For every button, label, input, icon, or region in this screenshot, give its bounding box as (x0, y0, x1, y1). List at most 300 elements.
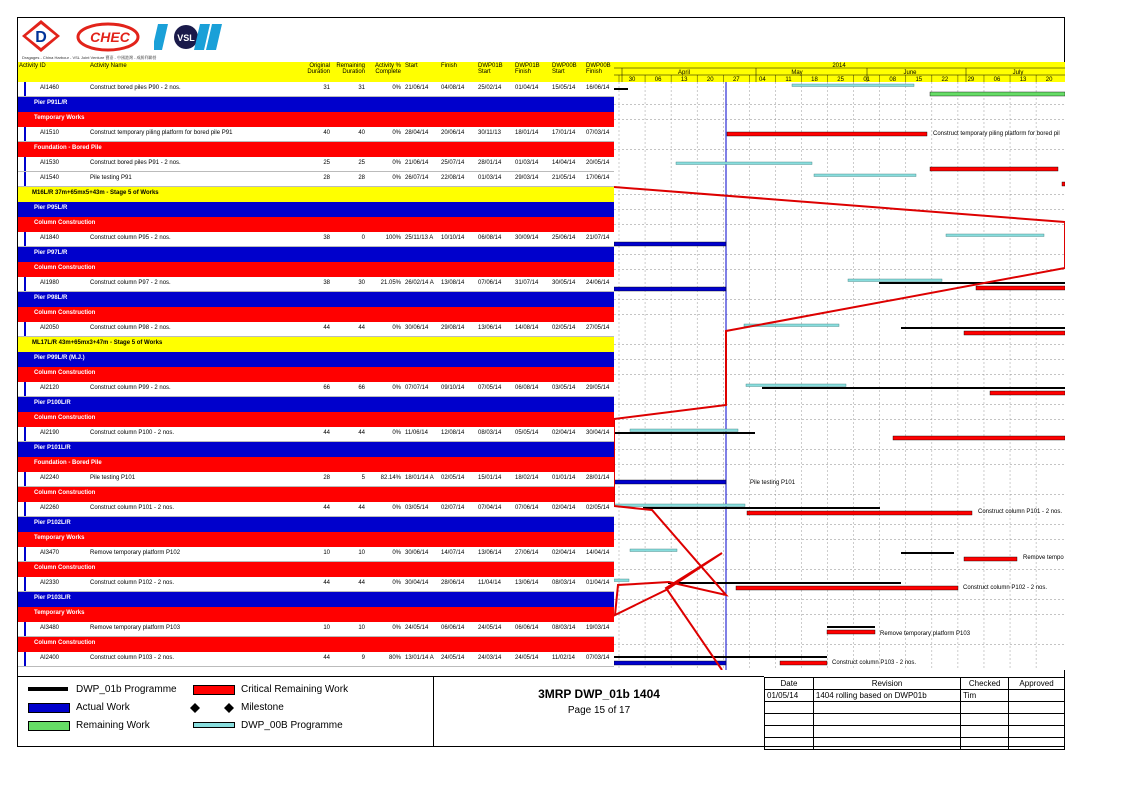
row-indent-bar (24, 547, 26, 561)
timescale-month: May (791, 70, 803, 76)
activity-name: Remove temporary platform P103 (90, 625, 181, 631)
finish-date: 12/08/14 (441, 430, 465, 436)
activity-name: Construct column P103 - 2 nos. (90, 655, 175, 661)
wbs-work-row[interactable] (18, 457, 614, 472)
wbs-label: M16L/R 37m+65mx5+43m - Stage 5 of Works (32, 190, 159, 196)
gantt-bar-label: Pile testing P101 (750, 480, 796, 486)
legend-dwp00b: DWP_00B Programme (241, 720, 343, 731)
rev-approved (1009, 702, 1065, 714)
col-original-duration[interactable]: Original Duration (307, 63, 330, 75)
dwp00b-finish: 16/06/14 (586, 85, 610, 91)
gantt-bar-critical (727, 132, 927, 136)
original-duration: 10 (323, 625, 330, 631)
dwp01b-start: 08/03/14 (478, 430, 502, 436)
activity-row[interactable] (18, 577, 614, 592)
remaining-duration: 31 (358, 85, 365, 91)
remaining-duration: 28 (358, 175, 365, 181)
dwp00b-start: 14/04/14 (552, 160, 576, 166)
wbs-label: Pier P102L/R (34, 520, 71, 526)
activity-name: Construct column P97 - 2 nos. (90, 280, 171, 286)
col-start[interactable]: Start (405, 63, 418, 69)
timescale-week: 13 (1019, 77, 1027, 83)
gantt-bar-black (643, 507, 880, 509)
timescale-week: 06 (654, 77, 662, 83)
activity-row[interactable] (18, 502, 614, 517)
rev-date (765, 702, 814, 714)
gantt-bar-critical (827, 630, 875, 634)
remaining-duration: 25 (358, 160, 365, 166)
gantt-bar-label: Construct temporary piling platform for bored pil (933, 131, 1060, 137)
activity-name: Construct column P100 - 2 nos. (90, 430, 175, 436)
activity-row[interactable] (18, 622, 614, 637)
dwp01b-start: 30/11/13 (478, 130, 501, 136)
svg-text:D: D (35, 29, 47, 46)
wbs-pier-row[interactable] (18, 352, 614, 367)
start-date: 30/04/14 (405, 580, 429, 586)
legend-swatch-dwp00b (193, 722, 235, 728)
gantt-bar-dwp00b (614, 579, 629, 582)
wbs-work-row[interactable] (18, 217, 614, 232)
gantt-bar-dwp00b (630, 549, 677, 552)
gantt-bar-black (901, 552, 954, 554)
wbs-label: Column Construction (34, 640, 96, 646)
wbs-section-row[interactable] (18, 187, 614, 202)
finish-date: 25/07/14 (441, 160, 465, 166)
gantt-bar-remaining (930, 92, 1065, 96)
remaining-duration: 44 (358, 580, 365, 586)
gantt-bar-dwp00b (614, 504, 745, 507)
start-date: 28/04/14 (405, 130, 429, 136)
rev-date (765, 714, 814, 726)
gantt-bar-critical (976, 286, 1065, 290)
page-number: Page 15 of 17 (567, 705, 631, 716)
gantt-bar-actual (614, 661, 726, 665)
gantt-bar-critical (990, 391, 1065, 395)
gantt-bar-black (762, 387, 1065, 389)
col-dwp01b-finish[interactable]: DWP01B Finish (515, 63, 540, 75)
gantt-bar-label: Remove tempo (1023, 555, 1064, 561)
dwp00b-start: 30/05/14 (552, 280, 576, 286)
wbs-label: Foundation - Bored Pile (34, 460, 102, 466)
dwp01b-finish: 06/06/14 (515, 625, 539, 631)
start-date: 03/05/14 (405, 505, 429, 511)
timescale-week: 06 (993, 77, 1001, 83)
activity-row[interactable] (18, 547, 614, 562)
activity-row[interactable] (18, 232, 614, 247)
dwp00b-finish: 19/03/14 (586, 625, 610, 631)
finish-date: 02/07/14 (441, 505, 465, 511)
dwp00b-finish: 02/05/14 (586, 505, 610, 511)
legend-dwp01b: DWP_01b Programme (76, 684, 177, 695)
title-block (434, 676, 764, 747)
col-dwp01b-start[interactable]: DWP01B Start (478, 63, 503, 75)
dwp00b-start: 25/06/14 (552, 235, 576, 241)
percent-complete: 0% (392, 430, 401, 436)
dwp00b-finish: 29/05/14 (586, 385, 610, 391)
dwp01b-start: 07/06/14 (478, 280, 502, 286)
activity-name: Remove temporary platform P102 (90, 550, 181, 556)
revision-row (765, 690, 1065, 702)
wbs-label: Column Construction (34, 310, 96, 316)
rev-checked (961, 726, 1009, 738)
remaining-duration: 9 (361, 655, 365, 661)
rev-checked: Tim (961, 690, 1009, 702)
activity-row[interactable] (18, 382, 614, 397)
activity-row[interactable] (18, 277, 614, 292)
wbs-work-row[interactable] (18, 607, 614, 622)
timescale-week: 01 (863, 77, 871, 83)
gantt-bar-black (614, 432, 755, 434)
timescale-week: 15 (915, 77, 923, 83)
finish-date: 28/06/14 (441, 580, 465, 586)
row-indent-bar (24, 322, 26, 336)
timescale-month: July (1012, 70, 1024, 76)
activity-table (18, 82, 614, 670)
gantt-chart (614, 82, 1065, 670)
gantt-bar-critical (747, 511, 972, 515)
gantt-bar-black (614, 656, 827, 658)
row-indent-bar (24, 472, 26, 486)
dwp01b-finish: 01/04/14 (515, 85, 539, 91)
wbs-work-row[interactable] (18, 307, 614, 322)
dwp00b-start: 02/04/14 (552, 550, 576, 556)
start-date: 21/06/14 (405, 160, 429, 166)
remaining-duration: 44 (358, 505, 365, 511)
percent-complete: 80% (388, 655, 401, 661)
wbs-pier-row[interactable] (18, 247, 614, 262)
original-duration: 66 (323, 385, 330, 391)
table-header (18, 62, 614, 83)
wbs-pier-row[interactable] (18, 592, 614, 607)
rev-approved (1009, 690, 1065, 702)
dwp01b-start: 24/03/14 (478, 655, 502, 661)
revision-table (764, 677, 1065, 750)
dwp01b-finish: 31/07/14 (515, 280, 539, 286)
dwp00b-finish: 28/01/14 (586, 475, 610, 481)
dwp01b-start: 07/04/14 (478, 505, 502, 511)
wbs-work-row[interactable] (18, 487, 614, 502)
percent-complete: 0% (392, 85, 401, 91)
gantt-bar-critical (930, 167, 1058, 171)
wbs-label: ML17L/R 43m+65mx3+47m - Stage 5 of Works (32, 340, 163, 346)
dwp00b-start: 02/04/14 (552, 505, 576, 511)
dwp01b-start: 13/06/14 (478, 550, 502, 556)
remaining-duration: 44 (358, 430, 365, 436)
remaining-duration: 66 (358, 385, 365, 391)
activity-name: Construct column P102 - 2 nos. (90, 580, 175, 586)
legend-actual: Actual Work (76, 702, 130, 713)
dwp01b-finish: 18/02/14 (515, 475, 539, 481)
dwp01b-finish: 13/06/14 (515, 580, 539, 586)
timescale-header (614, 62, 1065, 83)
legend-swatch-dwp01b (28, 687, 68, 691)
remaining-duration: 10 (358, 625, 365, 631)
dwp01b-start: 28/01/14 (478, 160, 502, 166)
finish-date: 06/06/14 (441, 625, 465, 631)
activity-id: AI2330 (40, 580, 60, 586)
dwp01b-finish: 05/05/14 (515, 430, 539, 436)
row-indent-bar (24, 502, 26, 516)
start-date: 11/06/14 (405, 430, 428, 436)
col-dwp00b-finish[interactable]: DWP00B Finish (586, 63, 611, 75)
dwp01b-finish: 06/08/14 (515, 385, 539, 391)
dwp00b-start: 11/02/14 (552, 655, 575, 661)
activity-row[interactable] (18, 127, 614, 142)
dwp01b-finish: 07/06/14 (515, 505, 539, 511)
schedule-title: 3MRP DWP_01b 1404 (538, 687, 660, 701)
gantt-bar-dwp00b (630, 429, 738, 432)
activity-row[interactable] (18, 172, 614, 187)
activity-row[interactable] (18, 427, 614, 442)
finish-date: 24/05/14 (441, 655, 465, 661)
gantt-bar-critical (780, 661, 827, 665)
gantt-bar-black (614, 88, 628, 90)
activity-id: AI1530 (40, 160, 60, 166)
activity-name: Pile testing P101 (90, 475, 136, 481)
dwp00b-finish: 07/03/14 (586, 655, 610, 661)
percent-complete: 0% (392, 580, 401, 586)
dwp00b-finish: 24/06/14 (586, 280, 610, 286)
percent-complete: 100% (385, 235, 401, 241)
svg-text:CHEC: CHEC (90, 29, 130, 45)
dwp00b-finish: 17/06/14 (586, 175, 610, 181)
row-indent-bar (24, 232, 26, 246)
percent-complete: 0% (392, 175, 401, 181)
wbs-work-row[interactable] (18, 262, 614, 277)
start-date: 26/02/14 A (405, 280, 434, 286)
gantt-bar-actual (614, 287, 726, 291)
finish-date: 22/08/14 (441, 175, 465, 181)
dwp00b-finish: 14/04/14 (586, 550, 610, 556)
wbs-work-row[interactable] (18, 637, 614, 652)
timescale-week: 27 (732, 77, 740, 83)
timescale-month: June (903, 70, 917, 76)
gantt-bar-critical (736, 586, 958, 590)
wbs-pier-row[interactable] (18, 397, 614, 412)
dwp01b-finish: 01/03/14 (515, 160, 539, 166)
rev-date (765, 738, 814, 750)
dwp00b-start: 15/05/14 (552, 85, 576, 91)
dwp01b-start: 25/02/14 (478, 85, 502, 91)
col-remaining-duration[interactable]: Remaining Duration (336, 63, 365, 75)
dwp00b-finish: 07/03/14 (586, 130, 610, 136)
rev-date: 01/05/14 (765, 690, 814, 702)
row-indent-bar (24, 157, 26, 171)
svg-text:VSL: VSL (177, 33, 195, 43)
activity-id: AI2050 (40, 325, 60, 331)
revision-row (765, 738, 1065, 750)
rev-date (765, 726, 814, 738)
revision-row (765, 714, 1065, 726)
row-indent-bar (24, 82, 26, 96)
gantt-bar-black (668, 582, 901, 584)
activity-id: AI1460 (40, 85, 60, 91)
gantt-bar-label: Construct column P102 - 2 nos. (963, 585, 1048, 591)
percent-complete: 21.05% (380, 280, 401, 286)
wbs-label: Pier P97L/R (34, 250, 68, 256)
gantt-bar-critical (893, 436, 1065, 440)
wbs-label: Pier P100L/R (34, 400, 71, 406)
wbs-label: Pier P101L/R (34, 445, 71, 451)
timescale-week: 11 (785, 77, 792, 83)
legend-critical: Critical Remaining Work (241, 684, 349, 695)
wbs-work-row[interactable] (18, 412, 614, 427)
progress-line (614, 187, 1065, 670)
dwp00b-finish: 21/07/14 (586, 235, 610, 241)
gantt-bar-critical (1062, 182, 1065, 186)
percent-complete: 0% (392, 550, 401, 556)
rev-desc (813, 702, 960, 714)
remaining-duration: 5 (361, 475, 365, 481)
wbs-work-row[interactable] (18, 562, 614, 577)
wbs-work-row[interactable] (18, 532, 614, 547)
col-dwp00b-start[interactable]: DWP00B Start (552, 63, 577, 75)
timescale-week: 20 (706, 77, 714, 83)
wbs-pier-row[interactable] (18, 517, 614, 532)
activity-row[interactable] (18, 472, 614, 487)
original-duration: 44 (323, 580, 330, 586)
row-indent-bar (24, 652, 26, 666)
gantt-bar-label: Construct column P103 - 2 nos. (832, 660, 917, 666)
start-date: 30/06/14 (405, 325, 429, 331)
wbs-label: Temporary Works (34, 115, 85, 121)
dwp01b-finish: 14/08/14 (515, 325, 539, 331)
original-duration: 28 (323, 175, 330, 181)
wbs-label: Column Construction (34, 415, 96, 421)
percent-complete: 0% (392, 130, 401, 136)
wbs-work-row[interactable] (18, 112, 614, 127)
dwp00b-start: 17/01/14 (552, 130, 576, 136)
timescale-week: 08 (889, 77, 897, 83)
activity-row[interactable] (18, 157, 614, 172)
wbs-label: Pier P103L/R (34, 595, 71, 601)
original-duration: 25 (323, 160, 330, 166)
wbs-label: Column Construction (34, 220, 96, 226)
activity-row[interactable] (18, 652, 614, 667)
dwp01b-finish: 30/09/14 (515, 235, 539, 241)
dwp00b-finish: 30/04/14 (586, 430, 610, 436)
wbs-work-row[interactable] (18, 367, 614, 382)
gantt-bar-actual (614, 242, 726, 246)
logo-bar (18, 18, 418, 62)
row-indent-bar (24, 277, 26, 291)
wbs-label: Foundation - Bored Pile (34, 145, 102, 151)
timescale-week: 22 (941, 77, 949, 83)
activity-name: Construct column P95 - 2 nos. (90, 235, 171, 241)
gantt-bar-dwp00b (792, 84, 914, 87)
start-date: 18/01/14 A (405, 475, 434, 481)
activity-id: AI2190 (40, 430, 60, 436)
wbs-label: Pier P99L/R (M.J.) (34, 355, 85, 361)
activity-id: AI2120 (40, 385, 60, 391)
dwp01b-finish: 27/06/14 (515, 550, 539, 556)
dwp00b-start: 08/03/14 (552, 580, 576, 586)
gantt-bar-black (901, 327, 1065, 329)
dwp01b-start: 13/06/14 (478, 325, 502, 331)
wbs-pier-row[interactable] (18, 442, 614, 457)
wbs-label: Temporary Works (34, 535, 85, 541)
activity-name: Construct bored piles P90 - 2 nos. (90, 85, 181, 91)
legend-swatch-actual (28, 703, 70, 713)
gantt-bar-label: Construct column P101 - 2 nos. (978, 509, 1063, 515)
col-activity-pct[interactable]: Activity % Complete (374, 63, 401, 75)
chec-logo (76, 22, 140, 52)
wbs-pier-row[interactable] (18, 292, 614, 307)
dwp00b-finish: 01/04/14 (586, 580, 610, 586)
rev-desc (813, 726, 960, 738)
gantt-bar-black (827, 626, 875, 628)
timescale-week: 29 (967, 77, 975, 83)
timescale-week: 20 (1045, 77, 1053, 83)
milestone-icon (190, 703, 234, 713)
gantt-bar-critical (964, 557, 1017, 561)
dwp01b-start: 07/05/14 (478, 385, 502, 391)
activity-row[interactable] (18, 82, 614, 97)
dwp00b-finish: 20/05/14 (586, 160, 610, 166)
col-activity-id[interactable]: Activity ID (19, 63, 46, 69)
timescale-week: 25 (837, 77, 844, 83)
dwp01b-finish: 24/05/14 (515, 655, 539, 661)
activity-id: AI2240 (40, 475, 60, 481)
dwp00b-start: 08/03/14 (552, 625, 576, 631)
start-date: 07/07/14 (405, 385, 429, 391)
remaining-duration: 44 (358, 325, 365, 331)
wbs-label: Column Construction (34, 490, 96, 496)
rev-approved (1009, 738, 1065, 750)
finish-date: 09/10/14 (441, 385, 465, 391)
start-date: 30/06/14 (405, 550, 429, 556)
col-activity-name[interactable]: Activity Name (90, 63, 127, 69)
dwp00b-start: 03/05/14 (552, 385, 576, 391)
timescale-week: 30 (628, 77, 636, 83)
gantt-bar-black (879, 282, 1065, 284)
activity-id: AI2400 (40, 655, 60, 661)
vsl-logo (154, 22, 224, 52)
wbs-pier-row[interactable] (18, 202, 614, 217)
finish-date: 13/08/14 (441, 280, 465, 286)
percent-complete: 82.14% (380, 475, 401, 481)
wbs-label: Pier P98L/R (34, 295, 68, 301)
wbs-section-row[interactable] (18, 337, 614, 352)
wbs-pier-row[interactable] (18, 97, 614, 112)
dwp00b-start: 02/04/14 (552, 430, 576, 436)
gantt-bar-dwp00b (746, 384, 846, 387)
legend-swatch-critical (193, 685, 235, 695)
original-duration: 44 (323, 655, 330, 661)
gantt-bar-dwp00b (848, 279, 942, 282)
original-duration: 28 (323, 475, 330, 481)
start-date: 21/06/14 (405, 85, 429, 91)
row-indent-bar (24, 577, 26, 591)
wbs-work-row[interactable] (18, 142, 614, 157)
row-indent-bar (24, 622, 26, 636)
col-finish[interactable]: Finish (441, 63, 458, 69)
row-indent-bar (24, 127, 26, 141)
row-indent-bar (24, 427, 26, 441)
finish-date: 20/06/14 (441, 130, 465, 136)
activity-id: AI1540 (40, 175, 60, 181)
start-date: 13/01/14 A (405, 655, 434, 661)
original-duration: 38 (323, 280, 330, 286)
activity-name: Construct column P101 - 2 nos. (90, 505, 175, 511)
remaining-duration: 30 (358, 280, 365, 286)
timescale-week: 04 (759, 77, 766, 83)
activity-row[interactable] (18, 322, 614, 337)
dwp01b-start: 01/03/14 (478, 175, 502, 181)
dwp00b-start: 21/05/14 (552, 175, 576, 181)
wbs-label: Pier P95L/R (34, 205, 68, 211)
revision-row (765, 702, 1065, 714)
